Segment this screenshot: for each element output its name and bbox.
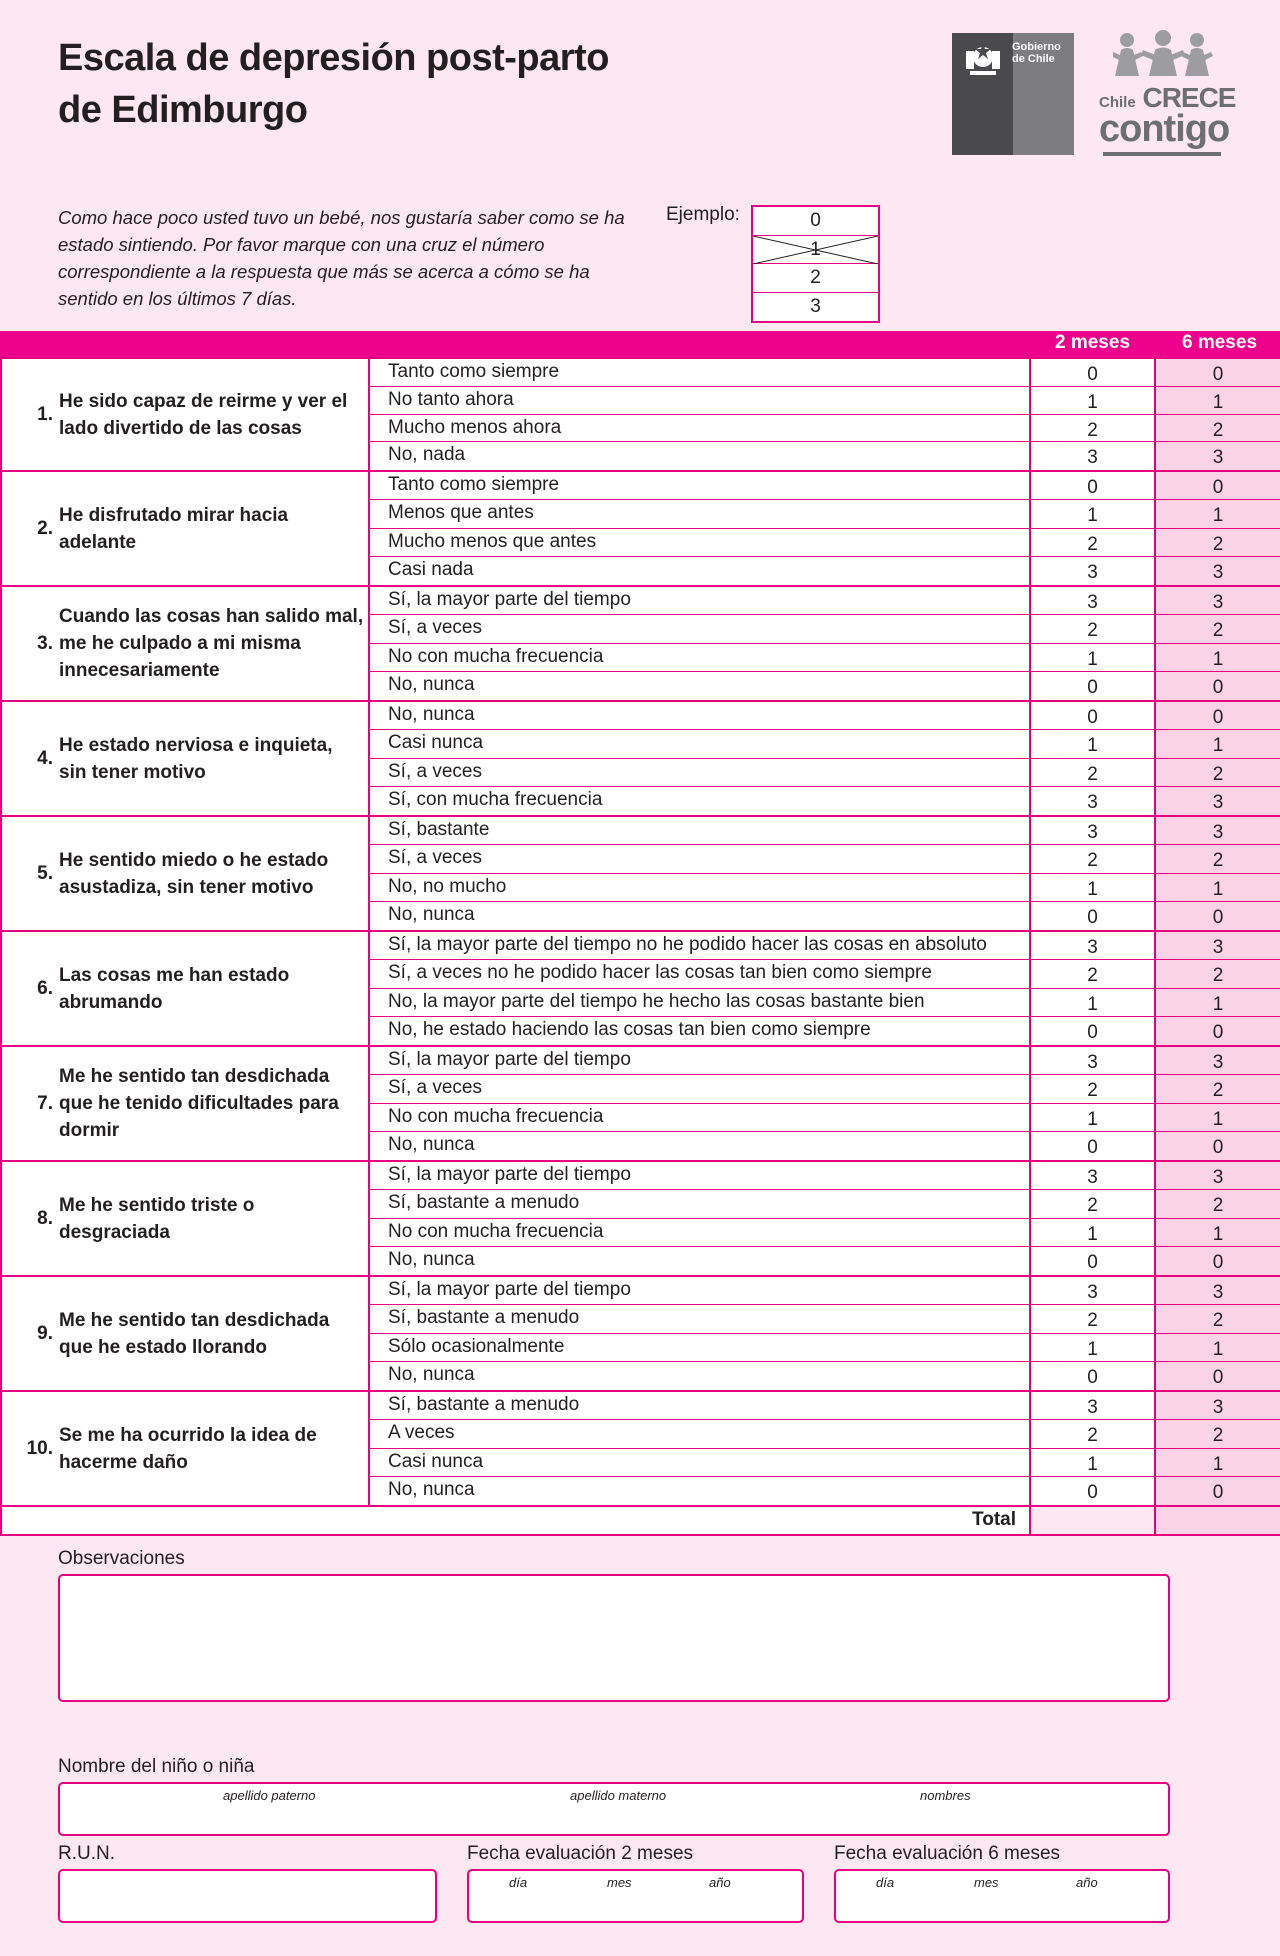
answer-option: A veces xyxy=(370,1420,1030,1448)
example-value: 2 xyxy=(753,264,878,293)
question-row xyxy=(0,1392,1280,1507)
score-cell[interactable]: 1 xyxy=(1031,500,1154,528)
question-text-cell xyxy=(2,359,370,470)
question-text-cell xyxy=(2,932,370,1045)
answer-option: No tanto ahora xyxy=(370,387,1030,415)
score-cell[interactable]: 3 xyxy=(1031,587,1154,615)
nombre-field[interactable] xyxy=(58,1782,1170,1836)
answer-option: No, la mayor parte del tiempo he hecho las cosas bastante bien xyxy=(370,989,1030,1017)
score-cell[interactable]: 2 xyxy=(1031,759,1154,787)
answer-option: No, nunca xyxy=(388,1248,475,1270)
question-row xyxy=(0,1277,1280,1392)
question-text-cell xyxy=(2,1047,370,1160)
score-cell[interactable]: 3 xyxy=(1031,1047,1154,1075)
score-cell[interactable]: 1 xyxy=(1156,1449,1280,1477)
score-cell[interactable]: 0 xyxy=(1087,1021,1098,1043)
question-number: 4. xyxy=(37,748,53,769)
score-cell[interactable]: 2 xyxy=(1156,615,1280,643)
answer-option: Sí, a veces xyxy=(370,1075,1030,1103)
score-column-6-meses xyxy=(1154,1277,1280,1390)
score-column-2-meses xyxy=(1029,359,1154,470)
score-cell[interactable]: 0 xyxy=(1087,906,1098,928)
answer-option: Tanto como siempre xyxy=(370,472,1030,500)
score-cell[interactable]: 1 xyxy=(1156,989,1280,1017)
question-row xyxy=(0,1047,1280,1162)
score-cell[interactable]: 1 xyxy=(1156,1334,1280,1362)
anio-hint: año xyxy=(709,1875,731,1890)
score-cell[interactable]: 1 xyxy=(1031,1219,1154,1247)
answer-options xyxy=(370,359,1030,470)
coat-of-arms-icon xyxy=(960,39,1006,79)
score-cell[interactable]: 1 xyxy=(1031,989,1154,1017)
score-column-2-meses xyxy=(1029,932,1154,1045)
score-cell[interactable]: 1 xyxy=(1156,1104,1280,1132)
page-title: Escala de depresión post-parto de Edimburgo xyxy=(58,37,609,131)
column-header-6-meses: 6 meses xyxy=(1182,332,1258,353)
answer-options xyxy=(370,587,1030,700)
score-column-6-meses xyxy=(1154,932,1280,1045)
score-cell[interactable]: 0 xyxy=(1156,702,1280,730)
total-2-meses-cell[interactable] xyxy=(1029,1507,1154,1534)
score-cell[interactable]: 2 xyxy=(1156,415,1280,443)
question-text: He sido capaz de reirme y ver el lado divertido de las cosas xyxy=(59,390,348,439)
table-header-bar xyxy=(0,331,1280,357)
score-cell[interactable]: 2 xyxy=(1031,845,1154,873)
fecha-2-meses-label: Fecha evaluación 2 meses xyxy=(467,1843,694,1864)
score-column-2-meses xyxy=(1029,472,1154,585)
score-cell[interactable]: 1 xyxy=(1156,644,1280,672)
score-cell[interactable]: 2 xyxy=(1031,1190,1154,1218)
score-cell[interactable]: 2 xyxy=(1031,960,1154,988)
question-text: Se me ha ocurrido la idea de hacerme daño xyxy=(59,1424,317,1473)
answer-option: No, nunca xyxy=(388,903,475,925)
column-header-2-meses: 2 meses xyxy=(1055,332,1131,353)
score-cell[interactable]: 3 xyxy=(1212,561,1224,583)
answer-option: No, nunca xyxy=(388,1478,475,1500)
score-column-6-meses xyxy=(1154,472,1280,585)
example-value: 3 xyxy=(810,295,821,317)
score-cell[interactable]: 3 xyxy=(1087,447,1098,469)
score-cell[interactable]: 0 xyxy=(1156,472,1280,500)
answer-option: No con mucha frecuencia xyxy=(370,644,1030,672)
score-cell[interactable]: 3 xyxy=(1156,817,1280,845)
answer-options xyxy=(370,1162,1030,1275)
score-cell[interactable]: 0 xyxy=(1031,472,1154,500)
score-cell[interactable]: 2 xyxy=(1031,1420,1154,1448)
mes-hint: mes xyxy=(974,1875,999,1890)
questions-table xyxy=(0,357,1280,1536)
score-cell[interactable]: 3 xyxy=(1156,932,1280,960)
score-cell[interactable]: 0 xyxy=(1212,1136,1224,1158)
score-cell[interactable]: 0 xyxy=(1212,1481,1224,1503)
example-box xyxy=(751,205,880,323)
instructions-text: Como hace poco usted tuvo un bebé, nos gustaría saber como se ha estado sintiendo. Por favor marque con una cruz el número correspondiente a la respuesta que más se acerca a cómo se ha sentido en los últimos 7 días. xyxy=(58,207,625,309)
question-row xyxy=(0,702,1280,817)
score-column-6-meses xyxy=(1154,359,1280,470)
question-text-cell xyxy=(2,1392,370,1505)
score-cell[interactable]: 2 xyxy=(1031,415,1154,443)
question-row xyxy=(0,1162,1280,1277)
score-cell[interactable]: 2 xyxy=(1031,529,1154,557)
answer-option: Sí, la mayor parte del tiempo no he podido hacer las cosas en absoluto xyxy=(370,932,1030,960)
score-cell[interactable]: 1 xyxy=(1031,1104,1154,1132)
observaciones-field[interactable] xyxy=(58,1574,1170,1702)
gobierno-de-chile-logo xyxy=(952,33,1074,155)
answer-option: Menos que antes xyxy=(370,500,1030,528)
question-text: Me he sentido tan desdichada que he tenido dificultades para dormir xyxy=(59,1066,339,1141)
score-cell[interactable]: 1 xyxy=(1031,1449,1154,1477)
question-text-cell xyxy=(2,1277,370,1390)
question-text: Las cosas me han estado abrumando xyxy=(59,964,290,1013)
question-number: 3. xyxy=(37,633,53,654)
answer-options xyxy=(370,1392,1030,1505)
answer-option: Sí, la mayor parte del tiempo xyxy=(370,1277,1030,1305)
score-cell[interactable]: 2 xyxy=(1156,960,1280,988)
question-text: He sentido miedo o he estado asustadiza, sin tener motivo xyxy=(59,849,329,898)
answer-option: No, nada xyxy=(388,444,466,466)
score-column-2-meses xyxy=(1029,702,1154,815)
question-number: 7. xyxy=(37,1093,53,1114)
score-cell[interactable]: 1 xyxy=(1031,1334,1154,1362)
answer-option: No, nunca xyxy=(388,1363,475,1385)
nombre-label: Nombre del niño o niña xyxy=(58,1756,255,1777)
question-text-cell xyxy=(2,817,370,930)
apellido-paterno-hint: apellido paterno xyxy=(223,1788,316,1803)
answer-option: Sí, a veces xyxy=(370,759,1030,787)
score-cell[interactable]: 0 xyxy=(1212,1251,1224,1273)
score-cell[interactable]: 2 xyxy=(1156,1075,1280,1103)
logo-ccc-line1: Chile CRECE xyxy=(1099,82,1236,113)
score-cell[interactable]: 2 xyxy=(1156,845,1280,873)
answer-option: Sí, la mayor parte del tiempo xyxy=(370,1162,1030,1190)
score-column-6-meses xyxy=(1154,587,1280,700)
dia-hint: día xyxy=(509,1875,528,1890)
score-cell[interactable]: 3 xyxy=(1031,1277,1154,1305)
score-cell[interactable]: 2 xyxy=(1031,615,1154,643)
score-cell[interactable]: 2 xyxy=(1031,1305,1154,1333)
question-text-cell xyxy=(2,702,370,815)
score-cell[interactable]: 3 xyxy=(1156,1162,1280,1190)
score-cell[interactable]: 0 xyxy=(1087,1136,1098,1158)
question-text-cell xyxy=(2,472,370,585)
run-field[interactable] xyxy=(58,1869,437,1923)
score-column-2-meses xyxy=(1029,817,1154,930)
answer-option: No, he estado haciendo las cosas tan bien como siempre xyxy=(388,1018,871,1040)
score-cell[interactable]: 1 xyxy=(1156,387,1280,415)
score-cell[interactable]: 3 xyxy=(1031,1392,1154,1420)
question-text: He disfrutado mirar hacia adelante xyxy=(59,504,289,553)
score-cell[interactable]: 3 xyxy=(1156,1277,1280,1305)
fecha-6-meses-field[interactable] xyxy=(834,1869,1170,1923)
score-cell[interactable]: 1 xyxy=(1031,730,1154,758)
score-cell[interactable]: 1 xyxy=(1031,644,1154,672)
score-cell[interactable]: 0 xyxy=(1212,676,1224,698)
question-text: He estado nerviosa e inquieta, sin tener motivo xyxy=(59,734,333,783)
answer-option: No, nunca xyxy=(388,1133,475,1155)
family-figures-icon xyxy=(1113,30,1213,78)
question-number: 2. xyxy=(37,518,53,539)
score-cell[interactable]: 1 xyxy=(1156,874,1280,902)
answer-option: No, no mucho xyxy=(370,874,1030,902)
example-value: 0 xyxy=(753,207,878,236)
score-column-2-meses xyxy=(1029,1162,1154,1275)
score-column-2-meses xyxy=(1029,1047,1154,1160)
logo-gob-text: Gobierno de Chile xyxy=(1012,41,1061,65)
answer-option: Sí, la mayor parte del tiempo xyxy=(370,1047,1030,1075)
score-cell[interactable]: 3 xyxy=(1156,1392,1280,1420)
score-cell[interactable]: 2 xyxy=(1156,1420,1280,1448)
answer-option: No con mucha frecuencia xyxy=(370,1219,1030,1247)
answer-option: Sí, bastante a menudo xyxy=(370,1305,1030,1333)
fecha-6-meses-label: Fecha evaluación 6 meses xyxy=(834,1843,1061,1864)
answer-option: Casi nunca xyxy=(370,730,1030,758)
score-cell[interactable]: 3 xyxy=(1087,561,1098,583)
question-number: 1. xyxy=(37,404,53,425)
score-cell[interactable]: 1 xyxy=(1031,874,1154,902)
question-number: 9. xyxy=(37,1323,53,1344)
answer-option: Sí, bastante xyxy=(370,817,1030,845)
score-cell[interactable]: 0 xyxy=(1087,1251,1098,1273)
logo-ccc-line2: contigo xyxy=(1099,108,1230,150)
answer-option: Sí, a veces xyxy=(370,845,1030,873)
score-cell[interactable]: 3 xyxy=(1087,791,1098,813)
fecha-2-meses-field[interactable] xyxy=(467,1869,804,1923)
score-cell[interactable]: 0 xyxy=(1031,702,1154,730)
score-cell[interactable]: 0 xyxy=(1212,1366,1224,1388)
answer-options xyxy=(370,817,1030,930)
answer-option: No con mucha frecuencia xyxy=(370,1104,1030,1132)
answer-option: No, nunca xyxy=(388,673,475,695)
answer-option: No, nunca xyxy=(370,702,1030,730)
score-cell[interactable]: 3 xyxy=(1212,791,1224,813)
score-cell[interactable]: 0 xyxy=(1212,906,1224,928)
score-cell[interactable]: 0 xyxy=(1087,1366,1098,1388)
score-cell[interactable]: 0 xyxy=(1156,359,1280,387)
score-cell[interactable]: 3 xyxy=(1031,932,1154,960)
answer-option: Sí, bastante a menudo xyxy=(370,1392,1030,1420)
score-column-6-meses xyxy=(1154,1162,1280,1275)
score-cell[interactable]: 0 xyxy=(1212,1021,1224,1043)
score-column-2-meses xyxy=(1029,1277,1154,1390)
score-column-6-meses xyxy=(1154,702,1280,815)
apellido-materno-hint: apellido materno xyxy=(570,1788,667,1803)
example-value-marked: 1 xyxy=(753,236,878,265)
answer-option: Mucho menos que antes xyxy=(370,529,1030,557)
question-text: Me he sentido triste o desgraciada xyxy=(59,1194,255,1243)
score-cell[interactable]: 3 xyxy=(1156,587,1280,615)
answer-option: Sí, a veces xyxy=(370,615,1030,643)
logo-underline xyxy=(1103,152,1221,156)
score-cell[interactable]: 3 xyxy=(1212,447,1224,469)
score-cell[interactable]: 2 xyxy=(1156,759,1280,787)
score-column-2-meses xyxy=(1029,587,1154,700)
question-text-cell xyxy=(2,1162,370,1275)
nombres-hint: nombres xyxy=(920,1788,971,1803)
question-number: 6. xyxy=(37,978,53,999)
score-column-6-meses xyxy=(1154,1392,1280,1505)
answer-options xyxy=(370,1277,1030,1390)
total-label: Total xyxy=(972,1509,1016,1530)
score-cell[interactable]: 3 xyxy=(1156,1047,1280,1075)
anio-hint: año xyxy=(1076,1875,1098,1890)
question-text: Cuando las cosas han salido mal, me he culpado a mi misma innecesariamente xyxy=(59,606,364,681)
answer-option: Casi nada xyxy=(388,558,474,580)
answer-option: Sí, con mucha frecuencia xyxy=(388,788,603,810)
total-row xyxy=(0,1507,1280,1536)
example-label: Ejemplo: xyxy=(666,204,740,225)
answer-options xyxy=(370,472,1030,585)
question-row xyxy=(0,587,1280,702)
answer-option: Sólo ocasionalmente xyxy=(370,1334,1030,1362)
score-cell[interactable]: 1 xyxy=(1156,730,1280,758)
chile-crece-contigo-logo xyxy=(1095,30,1236,158)
score-cell[interactable]: 2 xyxy=(1156,1305,1280,1333)
dia-hint: día xyxy=(876,1875,895,1890)
score-cell[interactable]: 0 xyxy=(1031,359,1154,387)
answer-options xyxy=(370,1047,1030,1160)
score-column-6-meses xyxy=(1154,1047,1280,1160)
score-cell[interactable]: 0 xyxy=(1087,1481,1098,1503)
score-cell[interactable]: 2 xyxy=(1031,1075,1154,1103)
score-cell[interactable]: 3 xyxy=(1031,817,1154,845)
answer-option: Mucho menos ahora xyxy=(370,415,1030,443)
question-number: 8. xyxy=(37,1208,53,1229)
answer-option: Casi nunca xyxy=(370,1449,1030,1477)
question-row xyxy=(0,817,1280,932)
answer-option: Sí, bastante a menudo xyxy=(370,1190,1030,1218)
question-text-cell xyxy=(2,587,370,700)
mes-hint: mes xyxy=(607,1875,632,1890)
run-label: R.U.N. xyxy=(58,1843,115,1864)
answer-option: Tanto como siempre xyxy=(370,359,1030,387)
score-cell[interactable]: 1 xyxy=(1156,500,1280,528)
observaciones-label: Observaciones xyxy=(58,1548,185,1569)
question-row xyxy=(0,472,1280,587)
score-cell[interactable]: 2 xyxy=(1156,529,1280,557)
score-column-2-meses xyxy=(1029,1392,1154,1505)
score-cell[interactable]: 3 xyxy=(1031,1162,1154,1190)
answer-option: Sí, la mayor parte del tiempo xyxy=(370,587,1030,615)
question-text: Me he sentido tan desdichada que he estado llorando xyxy=(59,1309,330,1358)
answer-options xyxy=(370,932,1030,1045)
score-column-6-meses xyxy=(1154,817,1280,930)
question-row xyxy=(0,357,1280,472)
question-row xyxy=(0,932,1280,1047)
question-number: 5. xyxy=(37,863,53,884)
score-cell[interactable]: 1 xyxy=(1156,1219,1280,1247)
answer-options xyxy=(370,702,1030,815)
question-number: 10. xyxy=(26,1438,53,1459)
score-cell[interactable]: 2 xyxy=(1156,1190,1280,1218)
score-cell[interactable]: 1 xyxy=(1031,387,1154,415)
total-6-meses-cell[interactable] xyxy=(1154,1507,1280,1534)
score-cell[interactable]: 0 xyxy=(1087,676,1098,698)
answer-option: Sí, a veces no he podido hacer las cosas tan bien como siempre xyxy=(370,960,1030,988)
